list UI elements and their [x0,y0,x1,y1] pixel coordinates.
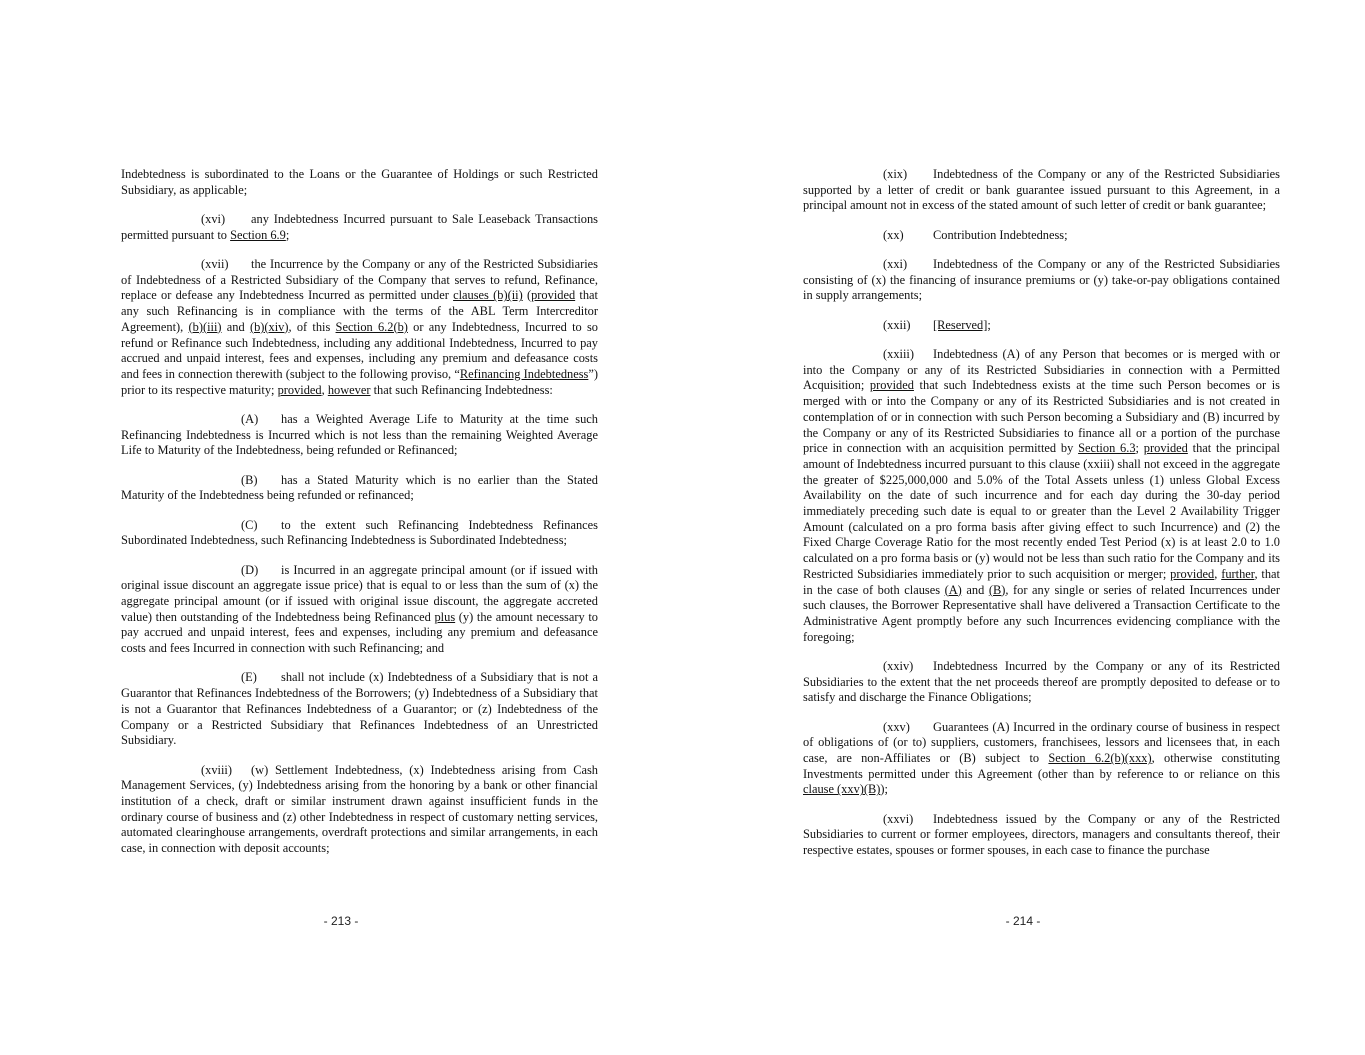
proviso-term: provided [1170,566,1215,581]
subclause-letter: (D) [241,562,259,577]
clause-xix [803,167,1280,214]
page-213 [0,0,682,1055]
page-number: - 213 - [323,914,359,928]
clause-text: Indebtedness (A) of any Person that becomes or is merged with or into the Company or any of its Restricted Subsidiaries in connection with a Permitted Acquisition; [803,347,1280,393]
clause-xxii [803,318,1280,334]
paragraph-continuation [121,167,598,198]
clause-xxv [803,720,1280,799]
clause-reference: clause (xxv)(B) [803,782,881,797]
clause-text: Indebtedness issued by the Company or any of the Restricted Subsidiaries to current or former employees, directors, managers and consultants thereof, their respective estates, spouses or former spouses, in each case to finance the purchase [803,811,1280,858]
clause-reference: (B) [988,582,1006,597]
proviso-term: provided [531,288,576,303]
clause-text: (w) Settlement Indebtedness, (x) Indebtedness arising from Cash Management Services, (y) Indebtedness arising from the honoring by a bank or other financial institution of a check, draft or similar instrument drawn against insufficient funds in the ordinary course of business and (z) other Indebtedness in respect of customary netting services, automated clearinghouse arrangements, overdraft protections and similar arrangements, in each case, in connection with deposit accounts; [121,762,598,856]
subclause-C [121,518,598,549]
clause-text: and [961,582,989,597]
clause-text: ); [880,782,888,797]
clause-text: , for any single or series of related Incurrences under such clauses, the Borrower Representative shall have delivered a Transaction Certificate to the Administrative Agent promptly before any such Incurrences evidencing compliance with the foregoing; [803,582,1281,644]
proviso-term: provided [1143,441,1188,456]
clause-xxi [803,257,1280,304]
clause-text: ”) prior to its respective maturity; [121,366,598,397]
clause-text: that the principal amount of Indebtedness incurred pursuant to this clause (xxiii) shall not exceed in the aggregate the greater of $225,000,000 and 5.0% of the Total Assets unless (1) unless Global Excess Availability on the date of such incurrence and for each day during the 30-day period immediately preceding such date is equal to or greater than the Level 2 Availability Trigger Amount (calculated on a pro forma basis after giving effect to such Incurrence) and (2) the Fixed Charge Coverage Ratio for the most recently ended Test Period (x) is at least 2.0 to 1.0 calculated on a pro forma basis or (y) would not be less than such ratio for the Company and its Restricted Subsidiaries immediately prior to such acquisition or merger; [803,441,1280,581]
clause-xxiii [803,347,1280,645]
clause-number: (xxiii) [883,347,914,361]
subclause-text: has a Weighted Average Life to Maturity at the time such Refinancing Indebtedness is Incurred which is not less than the remaining Weighted Average Life to Maturity of the Indebtedness, being refunded or Refinanced; [121,411,598,458]
clause-xxvi [803,812,1280,859]
clause-text: and [221,319,250,334]
page-number: - 214 - [1005,914,1041,928]
subclause-D [121,563,598,657]
reserved-label: [Reserved] [933,317,988,332]
clause-text: the Incurrence by the Company or any of the Restricted Subsidiaries of Indebtedness of a Restricted Subsidiary of the Company that serves to refund, Refinance, replace or defease any Indebtedness Incurred as permitted under [121,257,598,303]
subclause-text: shall not include (x) Indebtedness of a Subsidiary that is not a Guarantor that Refinances Indebtedness of the Borrowers; (y) Indebtedness of a Subsidiary that is not a Guarantor that Refinances Indebtedness of a Guarantor; or (z) Indebtedness of the Company or a Restricted Subsidiary that Refinances Indebtedness of an Unrestricted Subsidiary. [121,670,598,748]
subclause-text: to the extent such Refinancing Indebtedness Refinances Subordinated Indebtedness, such Refinancing Indebtedness is Subordinated Indebtedness; [121,517,598,548]
section-reference: Section 6.2(b)(xxx) [1048,751,1152,766]
page-213-body [121,167,598,870]
clause-text: that such Refinancing Indebtedness: [370,382,553,397]
clause-text: Guarantees (A) Incurred in the ordinary course of business in respect of obligations of (or to) suppliers, customers, franchisees, lessors and licensees that, in each case, are non-Affiliates or (B) subject to [803,719,1280,766]
subclause-text: is Incurred in an aggregate principal amount (or if issued with original issue discount an aggregate issue price) that is equal to or less than the sum of (x) the aggregate principal amount (or if issued with original issue discount, the aggregate accreted value) then outstanding of the Indebtedness being Refinanced [121,562,598,624]
clause-text: , [321,382,328,397]
clause-number: (xxi) [883,257,908,271]
clause-text: ; [987,317,991,332]
clause-reference: (b)(iii) [188,319,222,334]
clause-reference: (b)(xiv) [249,319,289,334]
section-reference: Section 6.3 [1078,441,1136,456]
clause-number: (xx) [883,227,904,242]
proviso-term: however [327,382,371,397]
clause-text: , of this [288,319,336,334]
clause-xvi [121,212,598,243]
clause-number: (xxiv) [883,658,914,673]
clause-text: ( [522,288,532,303]
subclause-B [121,473,598,504]
page-214-body [803,167,1280,872]
subclause-A [121,412,598,459]
section-reference: Section 6.9 [230,227,286,242]
clause-text: ; [285,227,290,242]
clause-xvii [121,257,598,398]
clause-text: Indebtedness of the Company or any of the Restricted Subsidiaries consisting of (x) the financing of insurance premiums or (y) take-or-pay obligations contained in supply arrangements; [803,257,1280,303]
clause-reference: clauses (b)(ii) [453,288,523,303]
subclause-letter: (B) [241,472,258,487]
subclause-letter: (C) [241,517,258,532]
clause-text: , [1214,566,1222,581]
clause-text: Indebtedness of the Company or any of the Restricted Subsidiaries supported by a letter of credit or bank guarantee issued pursuant to this Agreement, in a principal amount not in excess of the stated amount of such letter of credit or bank guarantee; [803,167,1280,213]
clause-text: or any Indebtedness, Incurred to so refund or Refinance such Indebtedness, including any additional Indebtedness, Incurred to pay accrued and unpaid interest, fees and expenses, including any premium and defeasance costs and fees in connection therewith (subject to the following proviso, “ [121,319,598,381]
subclause-letter: (A) [241,411,259,426]
clause-xviii [121,763,598,857]
clause-number: (xviii) [201,762,232,777]
clause-text: , that in the case of both clauses [803,566,1281,597]
clause-number: (xxv) [883,719,910,734]
proviso-term: plus [434,609,456,624]
clause-text: any Indebtedness Incurred pursuant to Sale Leaseback Transactions permitted pursuant to [121,212,598,242]
paragraph-text: Indebtedness is subordinated to the Loans or the Guarantee of Holdings or such Restricted Subsidiary, as applicable; [121,167,598,197]
clause-number: (xvii) [201,257,229,271]
proviso-term: further [1221,566,1255,581]
clause-text: , otherwise constituting Investments permitted under this Agreement (other than by reference to or reliance on this [803,751,1280,781]
section-reference: Section 6.2(b) [335,319,408,334]
clause-xx [803,228,1280,244]
proviso-term: provided [277,382,322,397]
page-214 [682,0,1364,1055]
clause-reference: (A) [944,582,962,597]
subclause-E [121,670,598,749]
subclause-letter: (E) [241,670,257,685]
clause-text: Contribution Indebtedness; [933,227,1068,242]
defined-term: Refinancing Indebtedness [459,366,589,381]
clause-text: ; [1135,441,1144,456]
clause-number: (xxvi) [883,811,914,826]
clause-number: (xix) [883,167,908,181]
subclause-text: has a Stated Maturity which is no earlier than the Stated Maturity of the Indebtedness being refunded or refinanced; [121,472,598,503]
clause-text: Indebtedness Incurred by the Company or any of its Restricted Subsidiaries to the extent that the net proceeds thereof are promptly deposited to defease or to satisfy and discharge the Finance Obligations; [803,658,1280,705]
clause-text: that such Indebtedness exists at the time such Person becomes or is merged with or into the Company or any of its Restricted Subsidiaries and is not created in contemplation of or in connection with such Person becoming a Subsidiary and (B) incurred by the Company or any of its Restricted Subsidiaries to finance all or a portion of the purchase price in connection with an acquisition permitted by [803,378,1280,456]
subclause-text: (y) the amount necessary to pay accrued and unpaid interest, fees and expenses, including any premium and defeasance costs and fees Incurred in connection with such Refinancing; and [121,609,598,656]
clause-number: (xvi) [201,212,226,226]
clause-text: that any such Refinancing is in compliance with the terms of the ABL Term Intercreditor Agreement), [121,288,598,334]
clause-xxiv [803,659,1280,706]
clause-number: (xxii) [883,317,911,332]
proviso-term: provided [869,378,914,393]
